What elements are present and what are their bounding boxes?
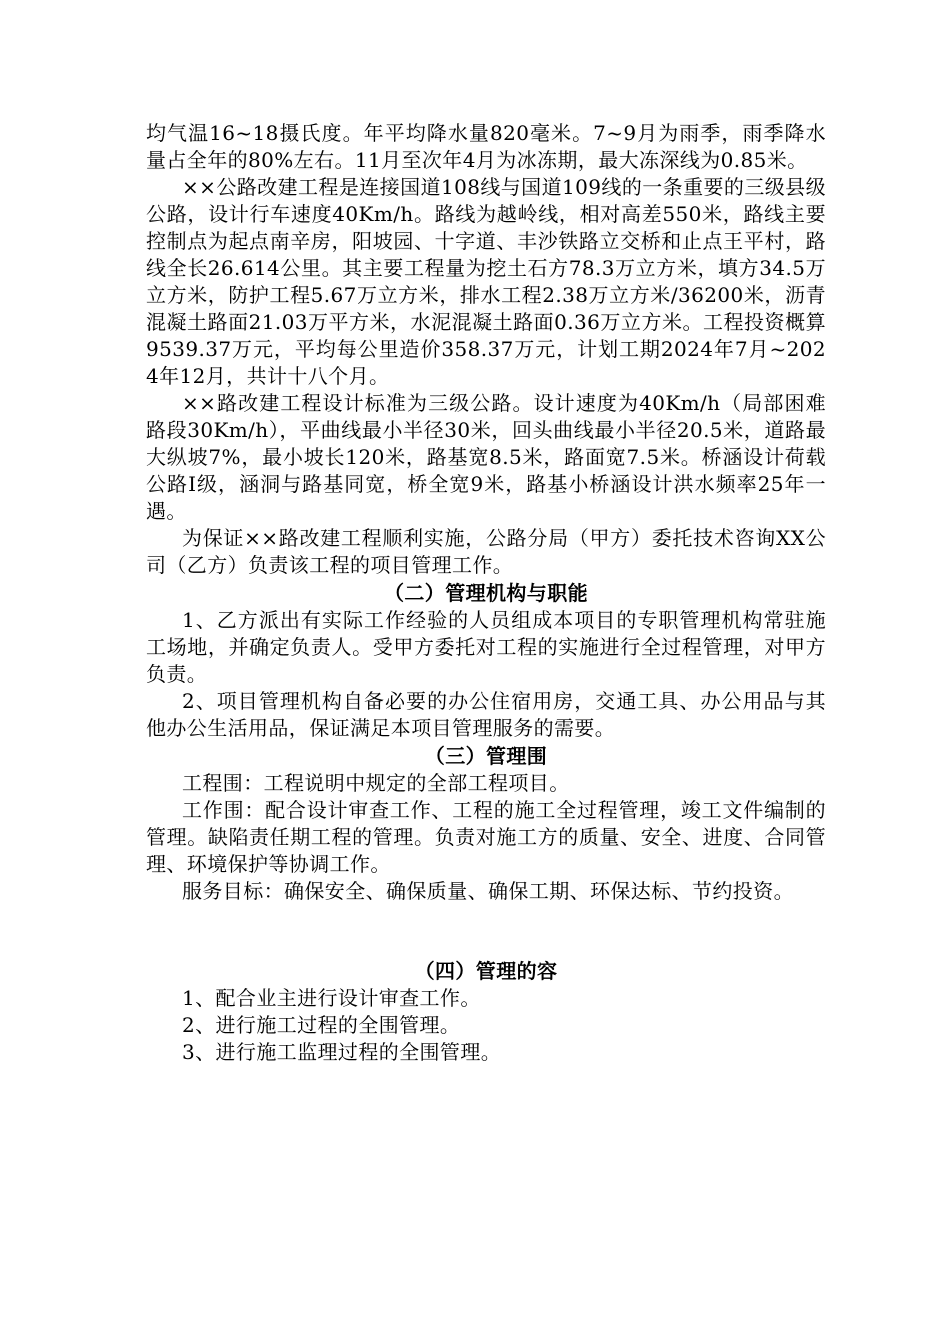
list-item: 1、配合业主进行设计审查工作。 — [182, 986, 481, 1010]
paragraph-organization-1: 1、乙方派出有实际工作经验的人员组成本项目的专职管理机构常驻施工场地，并确定负责人。受甲方委托对工程的实施进行全过程管理，对甲方负责。 — [146, 608, 826, 686]
paragraph-scope-engineering: 工程围：工程说明中规定的全部工程项目。 — [182, 771, 570, 795]
section-heading-content: （四）管理的容 — [414, 959, 558, 983]
paragraph-organization-2: 2、项目管理机构自备必要的办公住宿用房，交通工具、办公用品与其他办公生活用品，保证满足本项目管理服务的需要。 — [146, 689, 826, 740]
list-item: 3、进行施工监理过程的全围管理。 — [182, 1040, 502, 1064]
paragraph-project-overview: ××公路改建工程是连接国道108线与国道109线的一条重要的三级县级公路，设计行车速度40Km/h。路线为越岭线，相对高差550米，路线主要控制点为起点南辛房，阳坡园、十字道、丰沙铁路立交桥和止点王平村，路线全长26.614公里。其主要工程量为挖土石方78.3万立方米，填方34.5万立方米，防护工程5.67万立方米，排水工程2.38万立方米/36200米，沥青混凝土路面21.03万平方米，水泥混凝土路面0.36万立方米。工程投资概算9539.37万元，平均每公里造价358.37万元，计划工期2024年7月~2024年12月，共计十八个月。 — [146, 175, 826, 388]
paragraph-climate: 均气温16~18摄氏度。年平均降水量820毫米。7~9月为雨季，雨季降水量占全年的80%左右。11月至次年4月为冰冻期，最大冻深线为0.85米。 — [146, 121, 826, 172]
list-item: 2、进行施工过程的全围管理。 — [182, 1013, 461, 1037]
section-heading-scope: （三）管理围 — [424, 744, 548, 768]
document-body — [146, 120, 826, 1066]
paragraph-commission: 为保证××路改建工程顺利实施，公路分局（甲方）委托技术咨询XX公司（乙方）负责该工程的项目管理工作。 — [146, 526, 826, 577]
section-heading-organization: （二）管理机构与职能 — [384, 581, 588, 605]
paragraph-scope-goals: 服务目标：确保安全、确保质量、确保工期、环保达标、节约投资。 — [182, 879, 794, 903]
blank-space — [146, 905, 826, 957]
paragraph-design-standard: ××路改建工程设计标准为三级公路。设计速度为40Km/h（局部困难路段30Km/h），平曲线最小半径30米，回头曲线最小半径20.5米，道路最大纵坡7%，最小坡长120米，路基宽8.5米，路面宽7.5米。桥涵设计荷载公路Ⅰ级，涵洞与路基同宽，桥全宽9米，路基小桥涵设计洪水频率25年一遇。 — [146, 391, 826, 523]
paragraph-scope-work: 工作围：配合设计审查工作、工程的施工全过程管理，竣工文件编制的管理。缺陷责任期工程的管理。负责对施工方的质量、安全、进度、合同管理、环境保护等协调工作。 — [146, 798, 826, 876]
